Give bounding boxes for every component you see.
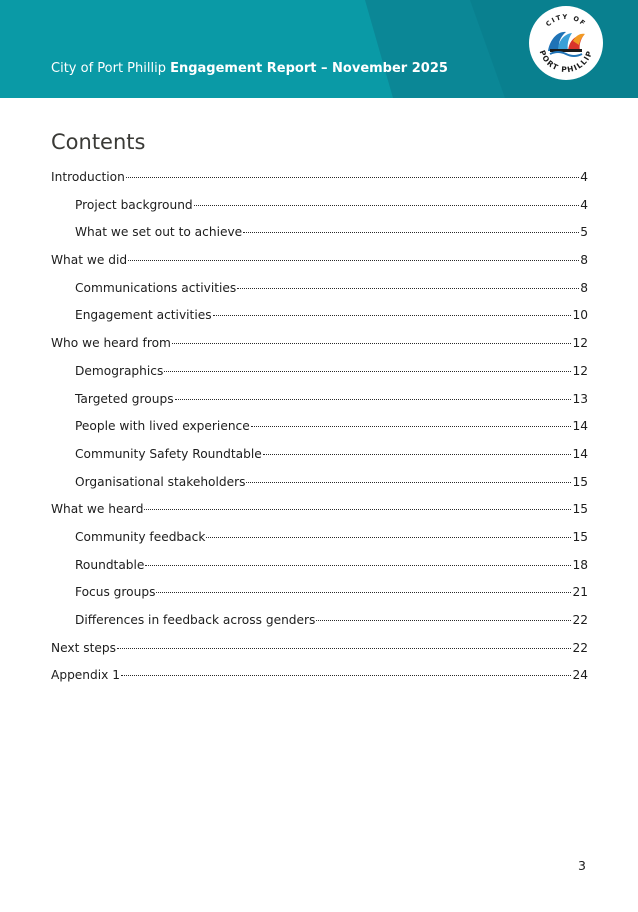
toc-entry-page: 15 — [572, 474, 588, 489]
toc-entry[interactable] — [51, 475, 588, 503]
toc-entry-page: 14 — [572, 446, 588, 461]
toc-entry[interactable] — [51, 308, 588, 336]
toc-dot-leader — [128, 260, 579, 261]
toc-entry-page: 12 — [572, 336, 588, 351]
logo-ring-text-bottom: PORT PHILLIP — [537, 48, 595, 75]
toc-entry-page: 18 — [572, 557, 588, 572]
toc-entry[interactable] — [51, 502, 588, 530]
toc-entry[interactable] — [51, 530, 588, 558]
toc-dot-leader — [246, 482, 571, 483]
toc-entry[interactable] — [51, 447, 588, 475]
toc-entry-page: 22 — [572, 613, 588, 627]
toc-entry[interactable] — [51, 198, 588, 226]
toc-entry-label: What we did — [51, 253, 128, 268]
toc-dot-leader — [316, 620, 571, 621]
toc-entry[interactable] — [51, 585, 588, 613]
toc-dot-leader — [213, 315, 572, 316]
toc-entry-page: 15 — [572, 502, 588, 517]
toc-dot-leader — [263, 454, 572, 455]
toc-dot-leader — [117, 648, 572, 649]
toc-dot-leader — [206, 537, 571, 538]
toc-entry-page: 4 — [580, 170, 588, 184]
toc-entry-page: 15 — [572, 529, 588, 544]
toc-entry[interactable] — [51, 641, 588, 669]
toc-entry-page: 10 — [572, 308, 588, 323]
toc-entry-page: 12 — [572, 363, 588, 378]
toc-entry-label: Roundtable — [75, 557, 145, 572]
toc-entry[interactable] — [51, 613, 588, 641]
toc-entry-label: Next steps — [51, 640, 116, 655]
page-header — [0, 0, 638, 98]
toc-entry-label: What we heard — [51, 502, 144, 517]
toc-entry-label: What we set out to achieve — [75, 225, 243, 240]
toc-dot-leader — [164, 371, 571, 372]
toc-entry-page: 24 — [572, 668, 588, 683]
toc-entry-page: 21 — [572, 585, 588, 600]
toc-entry-label: People with lived experience — [75, 419, 250, 434]
toc-entry[interactable] — [51, 558, 588, 586]
toc-dot-leader — [172, 343, 572, 344]
toc-dot-leader — [237, 288, 579, 289]
toc-dot-leader — [243, 232, 579, 233]
toc-entry[interactable] — [51, 419, 588, 447]
toc-entry-page: 22 — [572, 640, 588, 655]
table-of-contents — [51, 170, 588, 696]
toc-dot-leader — [251, 426, 572, 427]
toc-entry-label: Appendix 1 — [51, 668, 120, 683]
toc-entry-page: 14 — [572, 419, 588, 434]
toc-entry-label: Demographics — [75, 363, 164, 378]
toc-entry-label: Who we heard from — [51, 336, 171, 351]
toc-entry-label: Organisational stakeholders — [75, 474, 246, 489]
toc-entry[interactable] — [51, 364, 588, 392]
toc-dot-leader — [121, 675, 571, 676]
report-title-prefix: City of Port Phillip — [51, 61, 171, 76]
toc-entry-label: Targeted groups — [75, 391, 174, 406]
toc-entry-label: Differences in feedback across genders — [75, 613, 316, 627]
toc-entry-label: Project background — [75, 197, 193, 212]
toc-entry-label: Communications activities — [75, 280, 237, 295]
toc-entry-label: Community Safety Roundtable — [75, 446, 262, 461]
toc-entry-label: Engagement activities — [75, 308, 212, 323]
toc-entry-page: 4 — [580, 197, 588, 212]
toc-dot-leader — [194, 205, 580, 206]
contents-heading: Contents — [51, 130, 146, 154]
report-title — [51, 61, 448, 76]
toc-dot-leader — [126, 177, 579, 178]
toc-dot-leader — [144, 509, 571, 510]
toc-entry[interactable] — [51, 668, 588, 696]
logo-ring-text-top: CITY OF — [544, 12, 588, 29]
toc-entry[interactable] — [51, 336, 588, 364]
toc-entry-label: Focus groups — [75, 585, 156, 600]
toc-dot-leader — [175, 399, 572, 400]
toc-entry-page: 5 — [580, 225, 588, 240]
toc-entry[interactable] — [51, 253, 588, 281]
toc-entry[interactable] — [51, 170, 588, 198]
toc-dot-leader — [156, 592, 571, 593]
toc-entry-page: 13 — [572, 391, 588, 406]
toc-entry[interactable] — [51, 225, 588, 253]
toc-entry-page: 8 — [580, 280, 588, 295]
toc-entry-label: Community feedback — [75, 529, 206, 544]
toc-entry-page: 8 — [580, 253, 588, 268]
city-of-port-phillip-logo — [528, 5, 604, 81]
toc-entry[interactable] — [51, 392, 588, 420]
page-number: 3 — [578, 858, 586, 873]
toc-entry-label: Introduction — [51, 170, 125, 184]
toc-entry[interactable] — [51, 281, 588, 309]
toc-dot-leader — [145, 565, 571, 566]
report-title-bold: Engagement Report – November 2025 — [170, 61, 448, 76]
